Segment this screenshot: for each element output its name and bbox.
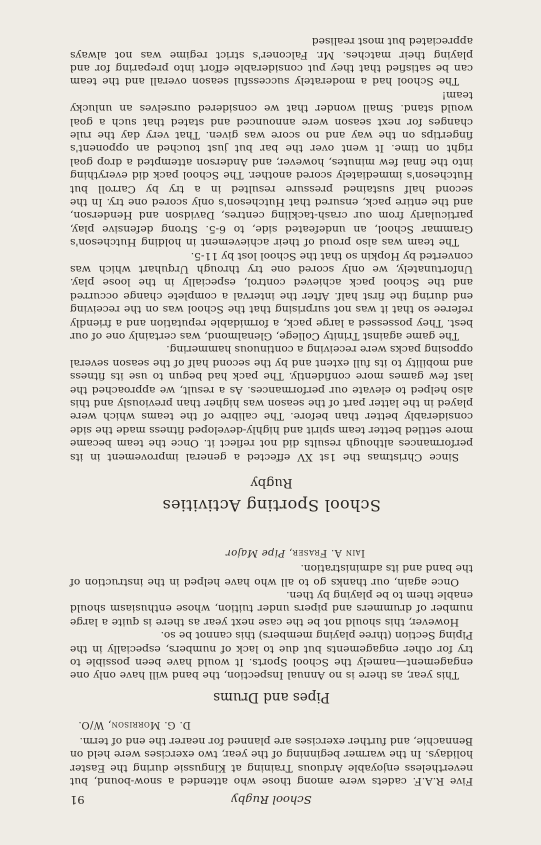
- pipes-signature: [78, 547, 365, 558]
- raf-paragraph: Five R.A.F. cadets were among those who attended a snow-bound, but nevertheless enjoyable Arduous Training at Kingussie during the Easter holidays. In the warmer beginning of the year, two exercises were held on Bennachie, and further exercises are planned for nearer the end of term.: [70, 734, 473, 787]
- pipes-paragraph: Once again, our thanks go to all who have helped in the instruction of the band and its administration.: [70, 562, 473, 588]
- raf-section: [70, 719, 473, 787]
- raf-signature: D. G. Morrison, W/O.: [78, 719, 191, 731]
- pipes-signature-name: Iain A. Fraser,: [288, 546, 365, 558]
- pipes-paragraph: This year, as there is no Annual Inspection, the band will have only one engagement—namely the School Sports. It would have been possible to try for other engagements but due to lack of numbers, especially in the Piping Section (three playing members) this cannot be so.: [70, 629, 473, 682]
- pipes-signature-title: Pipe Major: [225, 546, 286, 558]
- pipes-heading: Pipes and Drums: [213, 689, 330, 706]
- rugby-subheading: Rugby: [250, 474, 293, 490]
- rugby-paragraph: The team was also proud of their achievement in holding Hutcheson's Grammar School, an undefeated side, to 6-5. Strong defensive play, particularly from our crash-tackling centres, Davidson and Henderson, and the entire pack, ensured that Hutcheson's only scored one try. In the second half sustained pressure resulted in a try by Carroll but Hutcheson's immediately scored another. The School pack did everything into the final few minutes, however, and Anderson attempted a drop goal right on time. It went over the bar but just touched an opponent's fingertips on the way and no score was given. That very day the rule changes for next season were announced and stated that such a goal would stand. Small wonder that we considered ourselves an unlucky team!: [70, 88, 473, 249]
- rugby-paragraph: The game against Trinity College, Glenalmond, was certainly one of our best. They possessed a large pack, a formidable reputation and a friendly referee so that it was not surprising that the School was on the receiving end during the first half. After the interval a complete change occurred and the School pack achieved control, especially in the loose play. Unfortunately, we only scored one try through Urquhart which was converted by Hopkin so that the School lost by 11-5.: [70, 249, 473, 343]
- page-number: 91: [70, 793, 85, 807]
- sporting-section: [70, 34, 473, 515]
- rugby-paragraph: Since Christmas the 1st XV effected a general improvement in its performances although results did not reflect it. Once the team became more settled better team spirit and highly-developed fitness made the side considerably better than before. The calibre of the teams which were played in the latter part of the season was higher than previously and this also helped to elevate our performances. As a result, we approached the last few games more confidently. The pack had begun to use its fitness and mobility to its full extent and by the second half of the season several opposing packs were receiving a continuous hammering.: [70, 343, 473, 463]
- pipes-paragraph: However, this should not be the case next year as there is quite a large number of drummers and pipers under tuition, whose enthusiasm should enable them to be playing by then.: [70, 588, 473, 628]
- pipes-section: [70, 547, 473, 706]
- rugby-paragraph: The School had a moderately successful season overall and the team can be satisfied that they put considerable effort into preparing for and playing their matches. Mr. Falconer's strict regime was not always appreciated but most realised: [70, 35, 473, 88]
- page-header: [70, 787, 473, 807]
- running-title: School Rugby: [231, 793, 312, 807]
- sporting-heading: School Sporting Activities: [162, 495, 381, 515]
